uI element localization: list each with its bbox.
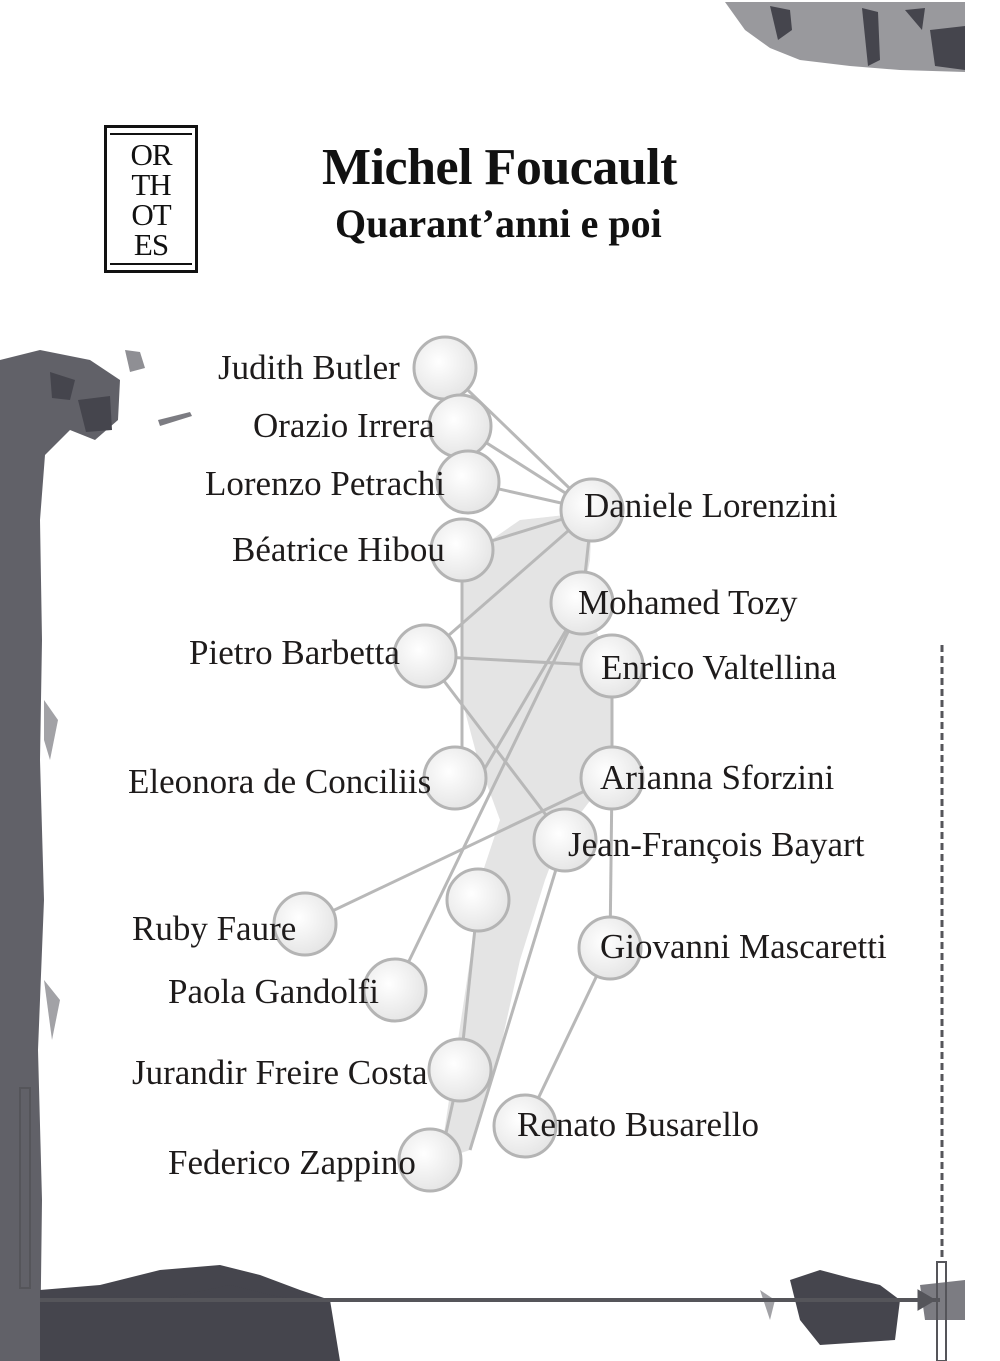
author-name: Arianna Sforzini (600, 758, 835, 797)
author-name: Paola Gandolfi (168, 972, 379, 1011)
author-name: Pietro Barbetta (189, 633, 400, 672)
book-subtitle: Quarant’anni e poi (335, 201, 662, 246)
author-name: Judith Butler (218, 348, 400, 387)
author-name: Jurandir Freire Costa (132, 1053, 428, 1092)
author-name: Enrico Valtellina (601, 648, 837, 687)
node-judith-butler (414, 337, 476, 399)
author-name: Jean-François Bayart (568, 825, 865, 864)
author-name: Ruby Faure (132, 909, 297, 948)
author-name: Béatrice Hibou (232, 530, 445, 569)
node-jurandir-freire-costa (429, 1039, 491, 1101)
node-lorenzo-petrachi (437, 451, 499, 513)
author-name: Daniele Lorenzini (584, 486, 838, 525)
author-name: Orazio Irrera (253, 406, 435, 445)
book-title: Michel Foucault (322, 139, 678, 196)
author-name: Renato Busarello (517, 1105, 760, 1144)
author-name: Federico Zappino (168, 1143, 416, 1182)
node-unlabeled (447, 869, 509, 931)
node-pietro-barbetta (394, 625, 456, 687)
node-orazio-irrera (429, 395, 491, 457)
node-eleonora-de-conciliis (424, 747, 486, 809)
author-name: Eleonora de Conciliis (128, 762, 432, 801)
author-name: Mohamed Tozy (578, 583, 798, 622)
author-name: Giovanni Mascaretti (600, 927, 887, 966)
author-name: Lorenzo Petrachi (205, 464, 446, 503)
publisher-logo-text: OR TH OT ES (130, 137, 172, 262)
